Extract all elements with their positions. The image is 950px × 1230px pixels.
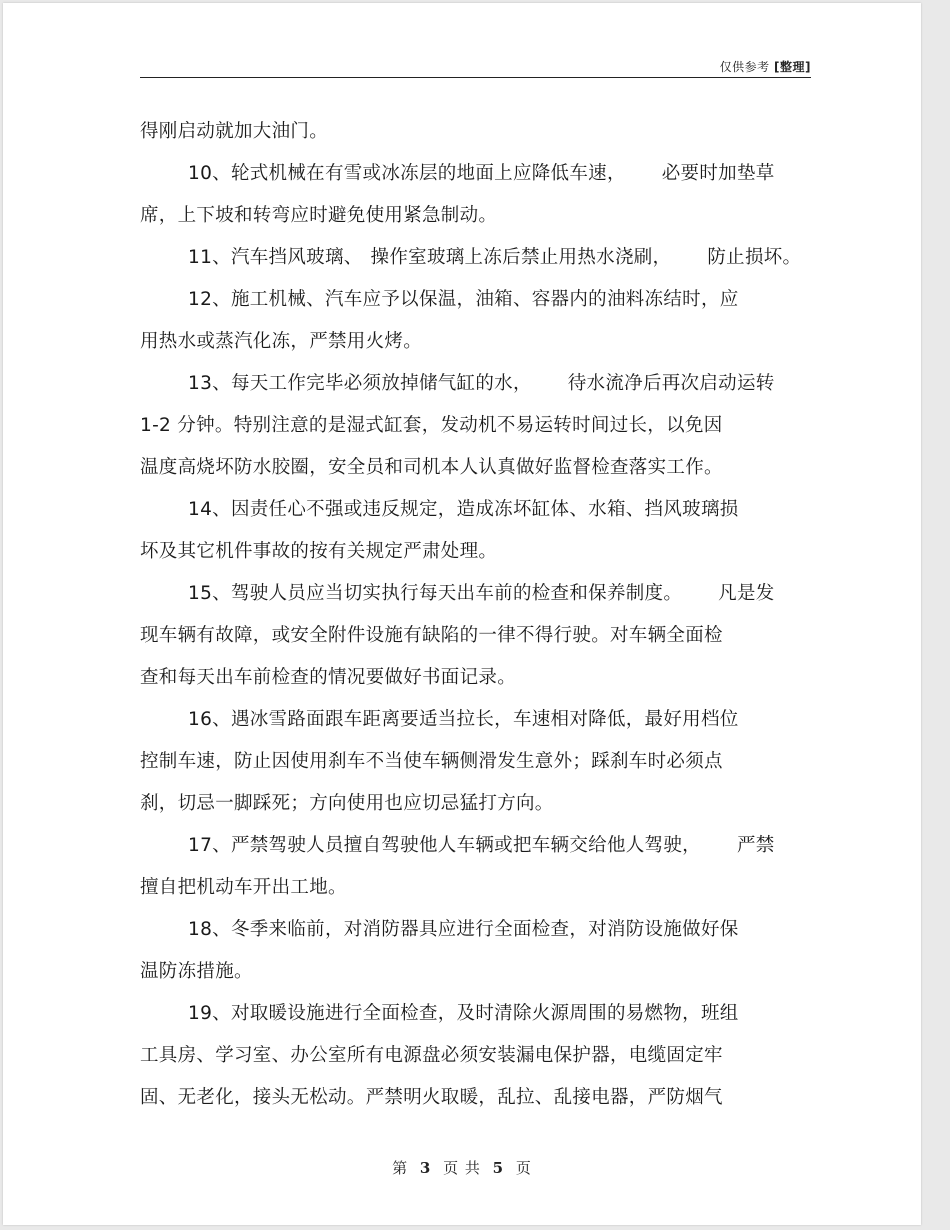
line-text: 控制车速，防止因使用刹车不当使车辆侧滑发生意外；踩刹车时必须点 bbox=[140, 751, 723, 772]
text-line bbox=[140, 153, 812, 195]
footer-mid: 页 共 bbox=[443, 1159, 481, 1177]
text-line bbox=[140, 993, 812, 1035]
header-rule bbox=[140, 77, 811, 78]
text-line bbox=[140, 237, 812, 279]
line-text: 工具房、学习室、办公室所有电源盘必须安装漏电保护器，电缆固定牢 bbox=[140, 1045, 723, 1066]
text-line bbox=[140, 867, 812, 909]
line-text: 查和每天出车前检查的情况要做好书面记录。 bbox=[140, 667, 517, 688]
text-line bbox=[140, 111, 812, 153]
line-text: 用热水或蒸汽化冻，严禁用火烤。 bbox=[140, 331, 423, 352]
text-line bbox=[140, 825, 812, 867]
footer-page-number: 3 bbox=[419, 1159, 432, 1177]
line-text: 1-2 分钟。特别注意的是湿式缸套，发动机不易运转时间过长，以免因 bbox=[140, 415, 723, 436]
line-text: 擅自把机动车开出工地。 bbox=[140, 877, 347, 898]
header-tag: [整理] bbox=[774, 60, 811, 74]
page-header-note bbox=[720, 58, 811, 75]
text-line bbox=[140, 531, 812, 573]
line-text: 10、轮式机械在有雪或冰冻层的地面上应降低车速， bbox=[188, 163, 626, 184]
text-line bbox=[140, 447, 812, 489]
line-text: 16、遇冰雪路面跟车距离要适当拉长，车速相对降低，最好用档位 bbox=[188, 709, 739, 730]
line-text: 19、对取暖设施进行全面检查，及时清除火源周围的易燃物，班组 bbox=[188, 1003, 739, 1024]
document-body bbox=[140, 111, 812, 1119]
text-line bbox=[140, 1035, 812, 1077]
line-text: 11、汽车挡风玻璃、 bbox=[188, 247, 363, 268]
text-line bbox=[140, 951, 812, 993]
text-line bbox=[140, 363, 812, 405]
line-text: 17、严禁驾驶人员擅自驾驶他人车辆或把车辆交给他人驾驶， bbox=[188, 835, 701, 856]
text-line bbox=[140, 321, 812, 363]
line-text: 凡是发 bbox=[718, 583, 775, 604]
line-text: 12、施工机械、汽车应予以保温，油箱、容器内的油料冻结时，应 bbox=[188, 289, 739, 310]
line-text: 温度高烧坏防水胶圈，安全员和司机本人认真做好监督检查落实工作。 bbox=[140, 457, 723, 478]
line-text: 待水流净后再次启动运转 bbox=[567, 373, 775, 394]
text-line bbox=[140, 195, 812, 237]
line-text: 15、驾驶人员应当切实执行每天出车前的检查和保养制度。 bbox=[188, 583, 683, 604]
line-text: 得刚启动就加大油门。 bbox=[140, 121, 329, 142]
line-text: 严禁 bbox=[736, 835, 775, 856]
text-line bbox=[140, 1077, 812, 1119]
line-text: 现车辆有故障，或安全附件设施有缺陷的一律不得行驶。对车辆全面检 bbox=[140, 625, 723, 646]
line-text: 18、冬季来临前，对消防器具应进行全面检查，对消防设施做好保 bbox=[188, 919, 739, 940]
line-text: 13、每天工作完毕必须放掉储气缸的水， bbox=[188, 373, 532, 394]
text-line bbox=[140, 699, 812, 741]
line-text: 温防冻措施。 bbox=[140, 961, 253, 982]
text-line bbox=[140, 573, 812, 615]
text-line bbox=[140, 909, 812, 951]
text-line bbox=[140, 489, 812, 531]
text-line bbox=[140, 657, 812, 699]
text-line bbox=[140, 615, 812, 657]
page-footer bbox=[3, 1157, 921, 1178]
line-text: 坏及其它机件事故的按有关规定严肃处理。 bbox=[140, 541, 498, 562]
line-text: 固、无老化，接头无松动。严禁明火取暖，乱拉、乱接电器，严防烟气 bbox=[140, 1087, 723, 1108]
text-line bbox=[140, 405, 812, 447]
footer-prefix: 第 bbox=[392, 1159, 409, 1177]
line-text: 操作室玻璃上冻后禁止用热水浇刷， bbox=[370, 247, 672, 268]
header-note-text: 仅供参考 bbox=[719, 60, 770, 74]
line-text: 席，上下坡和转弯应时避免使用紧急制动。 bbox=[140, 205, 498, 226]
line-text: 14、因责任心不强或违反规定，造成冻坏缸体、水箱、挡风玻璃损 bbox=[188, 499, 739, 520]
text-line bbox=[140, 279, 812, 321]
text-line bbox=[140, 741, 812, 783]
line-text: 必要时加垫草 bbox=[661, 163, 775, 184]
line-text: 刹，切忌一脚踩死；方向使用也应切忌猛打方向。 bbox=[140, 793, 554, 814]
document-page bbox=[3, 3, 921, 1225]
text-line bbox=[140, 783, 812, 825]
line-text: 防止损坏。 bbox=[707, 247, 802, 268]
footer-total-pages: 5 bbox=[492, 1159, 505, 1177]
footer-suffix: 页 bbox=[515, 1159, 532, 1177]
